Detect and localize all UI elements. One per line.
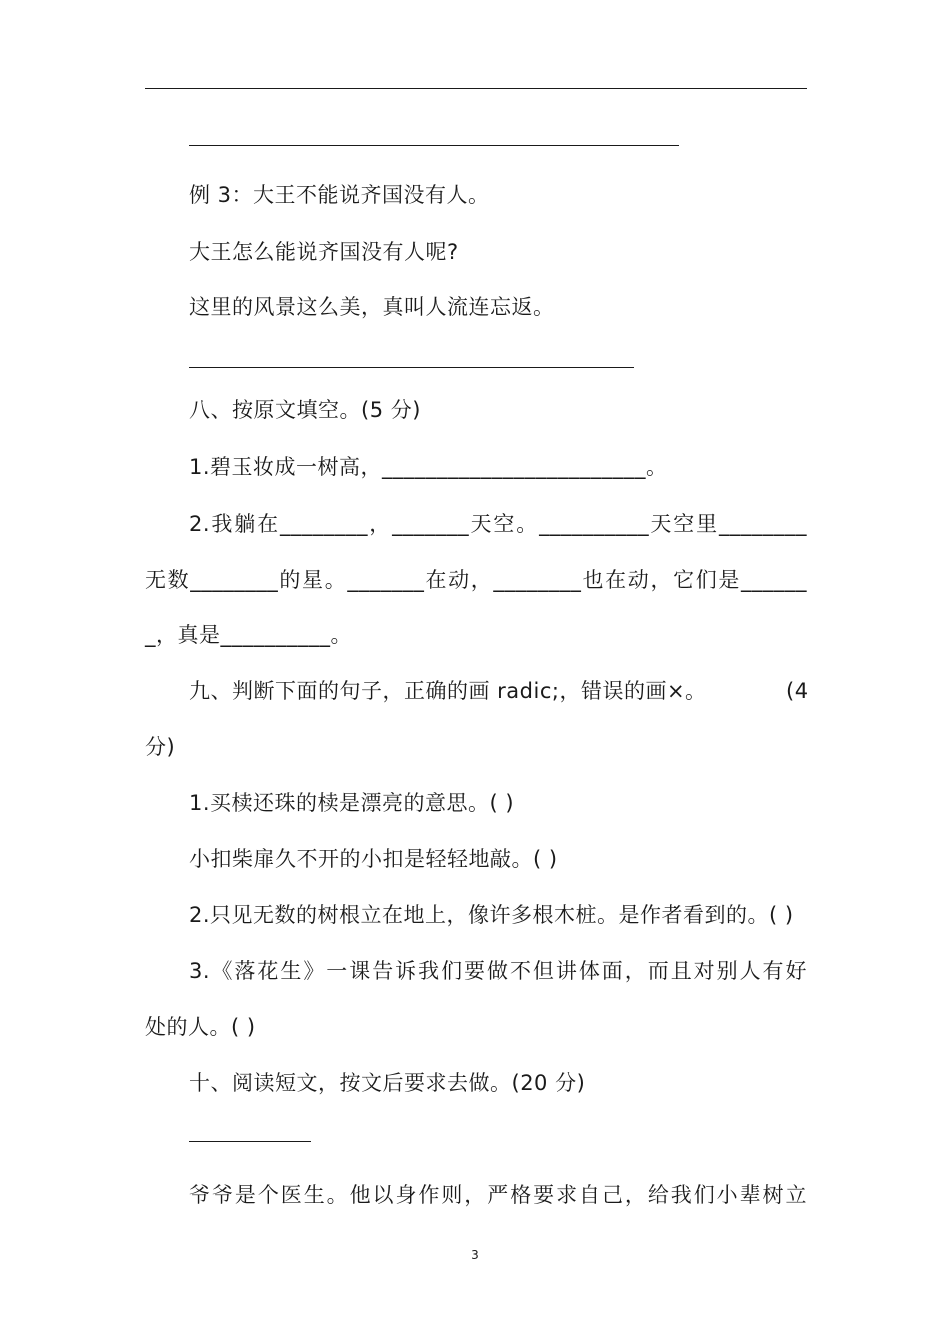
section-10-heading: 十、阅读短文，按文后要求去做。(20 分) [189, 1071, 586, 1095]
title-blank [189, 1141, 311, 1142]
judge-item-3-cont: 处的人。( ) [145, 1015, 256, 1039]
fill-blank-2-line-2: 无数________的星。_______在动，________也在动，它们是______ [145, 568, 807, 592]
answer-line [189, 367, 634, 368]
fill-blank-2-line-3: _，真是__________。 [145, 623, 352, 647]
example-3-rewrite: 大王怎么能说齐国没有人呢? [189, 240, 459, 264]
answer-line [145, 88, 807, 89]
page-number: 3 [471, 1248, 479, 1262]
judge-item-1b: 小扣柴扉久不开的小扣是轻轻地敲。( ) [189, 847, 558, 871]
judge-item-3: 3.《落花生》一课告诉我们要做不但讲体面，而且对别人有好 [189, 959, 807, 983]
exercise-sentence: 这里的风景这么美，真叫人流连忘返。 [189, 295, 555, 319]
example-3-label: 例 3：大王不能说齐国没有人。 [189, 183, 490, 207]
reading-passage-line-1: 爷爷是个医生。他以身作则，严格要求自己，给我们小辈树立 [189, 1183, 807, 1207]
judge-item-1: 1.买椟还珠的椟是漂亮的意思。( ) [189, 791, 515, 815]
section-8-heading: 八、按原文填空。(5 分) [189, 398, 421, 422]
section-9-score: (4 [786, 679, 809, 703]
answer-line [189, 145, 679, 146]
judge-item-2: 2.只见无数的树根立在地上，像许多根木桩。是作者看到的。( ) [189, 903, 794, 927]
section-9-heading: 九、判断下面的句子，正确的画 radic;，错误的画×。 [189, 679, 707, 703]
fill-blank-1: 1.碧玉妆成一树高，________________________。 [189, 455, 668, 479]
section-9-score-cont: 分) [145, 735, 176, 759]
fill-blank-2-line-1: 2.我躺在________，_______天空。__________天空里________ [189, 512, 807, 536]
